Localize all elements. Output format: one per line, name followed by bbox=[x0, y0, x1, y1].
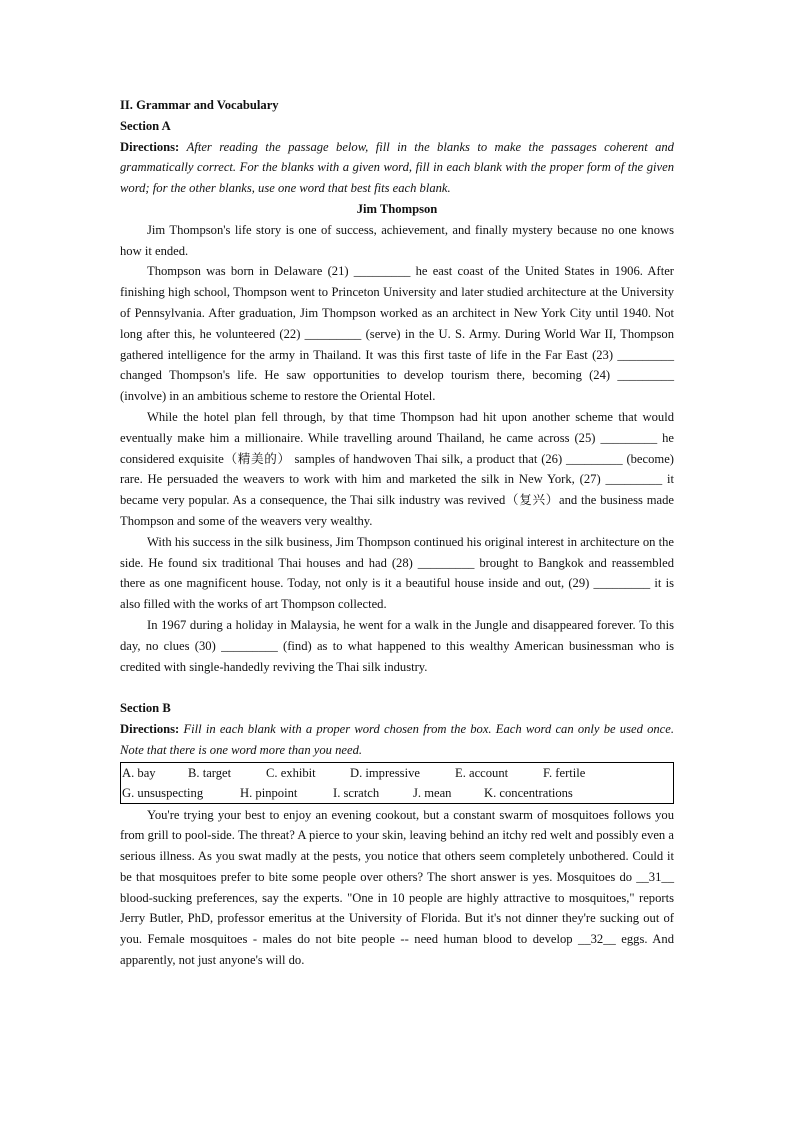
word-option: B. target bbox=[188, 765, 232, 780]
passage-title: Jim Thompson bbox=[356, 201, 438, 216]
directions-text: Fill in each blank with a proper word chosen from the box. Each word can only be used once. Note that there is one word more than you need. bbox=[120, 721, 674, 757]
section-a-label: Section A bbox=[120, 118, 171, 133]
passage-paragraph-5: In 1967 during a holiday in Malaysia, he went for a walk in the Jungle and disappeared forever. To this day, no clues (30) _________ (find) as to what happened to this wealthy American businessman who is credited with single-handedly reviving the Thai silk industry. bbox=[120, 617, 674, 674]
word-option: H. pinpoint bbox=[240, 785, 298, 800]
word-option: F. fertile bbox=[543, 765, 586, 780]
word-option: A. bay bbox=[122, 765, 156, 780]
worksheet-page bbox=[120, 95, 674, 971]
directions-label: Directions: bbox=[120, 721, 180, 736]
section-heading: II. Grammar and Vocabulary bbox=[120, 98, 279, 112]
word-option: D. impressive bbox=[350, 765, 420, 780]
section-a-directions bbox=[120, 137, 674, 199]
word-box bbox=[120, 762, 674, 804]
directions-label: Directions: bbox=[120, 139, 180, 154]
section-b-paragraph: You're trying your best to enjoy an evening cookout, but a constant swarm of mosquitoes follows you from grill to pool-side. The threat? A pierce to your skin, leaving behind an itchy red welt and possibly even a serious illness. As you swat madly at the pests, you notice that others seem completely unbothered. Could it be that mosquitoes prefer to bite some people over others? The short answer is yes. Mosquitoes do __31__ blood-sucking preferences, say the experts. "One in 10 people are highly attractive to mosquitoes," reports Jerry Butler, PhD, professor emeritus at the University of Florida. But it's not dinner they're sucking out of you. Female mosquitoes - males do not bite people -- need human blood to develop __32__ eggs. And apparently, not just anyone's will do. bbox=[120, 807, 674, 968]
word-box-row-1 bbox=[121, 763, 673, 783]
passage-paragraph-3: While the hotel plan fell through, by that time Thompson had hit upon another scheme that would eventually make him a millionaire. While travelling around Thailand, he came across (25) _________ he considered exquisite（精美的） samples of handwoven Thai silk, a product that (26) _________ (become) rare. He persuaded the weavers to work with him and marketed the silk in New York, (27) _________ it became very popular. As a consequence, the Thai silk industry was revived（复兴）and the business made Thompson and some of the weavers very wealthy. bbox=[120, 409, 674, 528]
passage-paragraph-1: Jim Thompson's life story is one of success, achievement, and finally mystery because no one knows how it ended. bbox=[120, 222, 674, 258]
section-b-directions bbox=[120, 719, 674, 761]
section-spacer bbox=[120, 677, 674, 698]
word-option: C. exhibit bbox=[266, 765, 316, 780]
word-option: E. account bbox=[455, 765, 509, 780]
section-b-label: Section B bbox=[120, 701, 171, 716]
directions-text: After reading the passage below, fill in the blanks to make the passages coherent and grammatically correct. For the blanks with a given word, fill in each blank with the proper form of the given word; for the other blanks, use one word that best fits each blank. bbox=[120, 139, 674, 196]
word-option: G. unsuspecting bbox=[122, 785, 204, 800]
passage-paragraph-4: With his success in the silk business, Jim Thompson continued his original interest in architecture on the side. He found six traditional Thai houses and had (28) _________ brought to Bangkok and reassembled there as one magnificent house. Today, not only is it a beautiful house inside and out, (29) _________ it is also filled with the works of art Thompson collected. bbox=[120, 534, 674, 612]
word-option: I. scratch bbox=[333, 785, 380, 800]
passage-paragraph-2: Thompson was born in Delaware (21) _________ he east coast of the United States in 1906. After finishing high school, Thompson went to Princeton University and later studied architecture at the University of Pennsylvania. After graduation, Jim Thompson worked as an architect in New York City until 1940. Not long after this, he volunteered (22) _________ (serve) in the U. S. Army. During World War II, Thompson gathered intelligence for the army in Thailand. It was this first taste of life in the Far East (23) _________ changed Thompson's life. He saw opportunities to develop tourism there, becoming (24) _________ (involve) in an ambitious scheme to restore the Oriental Hotel. bbox=[120, 264, 674, 404]
word-option: K. concentrations bbox=[484, 785, 573, 800]
word-option: J. mean bbox=[413, 785, 452, 800]
word-box-row-2 bbox=[121, 783, 673, 803]
